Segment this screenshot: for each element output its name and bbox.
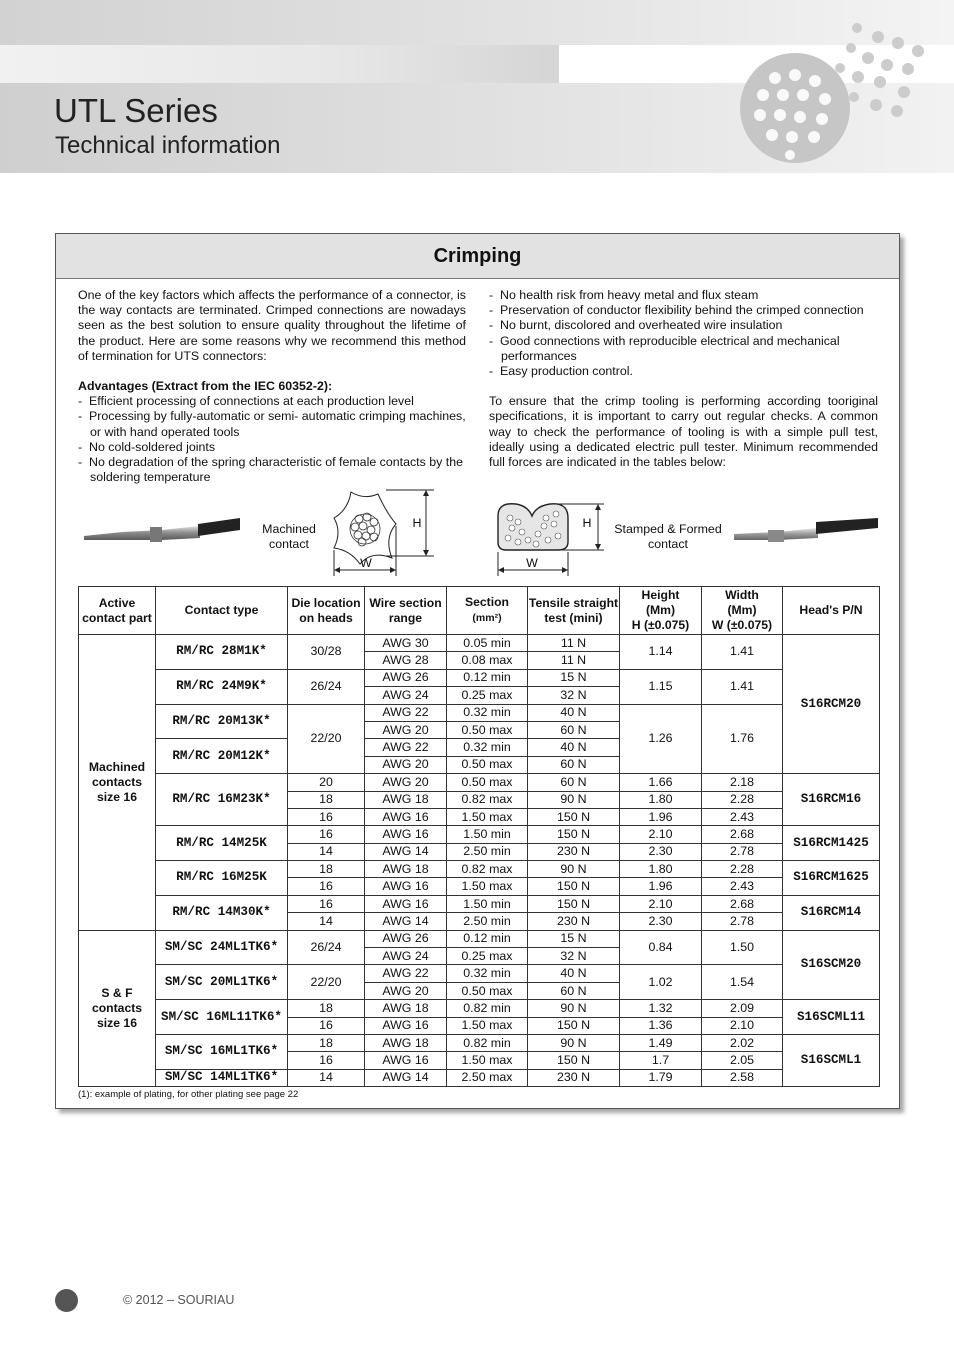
tensile-value: 40 N (528, 704, 620, 721)
wire-range: AWG 14 (365, 1069, 447, 1086)
height-value: 0.84 (620, 930, 702, 965)
section-value: 2.50 max (447, 1069, 528, 1086)
wire-range: AWG 16 (365, 826, 447, 843)
stamped-contact-photo (728, 512, 880, 552)
wire-range: AWG 30 (365, 635, 447, 652)
wire-range: AWG 24 (365, 948, 447, 965)
height-value: 2.30 (620, 843, 702, 860)
machined-height-dim-label: H (412, 516, 422, 530)
col-header-wire: Wire section range (365, 587, 447, 635)
die-location: 18 (288, 861, 365, 878)
die-location: 14 (288, 843, 365, 860)
group-sf: S & F contacts size 16 (79, 930, 156, 1087)
die-location: 18 (288, 1000, 365, 1017)
crimp-specifications-table (78, 586, 880, 1087)
col-header-active: Active contact part (79, 587, 156, 635)
table-row (79, 930, 880, 947)
header-band-strip (0, 45, 559, 83)
width-value: 2.28 (702, 861, 783, 878)
page-number-dot (55, 1289, 78, 1312)
right-column (489, 288, 878, 470)
section-value: 0.82 min (447, 1000, 528, 1017)
tensile-value: 90 N (528, 1000, 620, 1017)
head-pn: S16RCM20 (783, 635, 880, 774)
width-value: 2.05 (702, 1052, 783, 1069)
tensile-value: 90 N (528, 791, 620, 808)
wire-range: AWG 16 (365, 878, 447, 895)
wire-range: AWG 26 (365, 669, 447, 686)
tensile-value: 15 N (528, 669, 620, 686)
height-value: 1.96 (620, 878, 702, 895)
group-machined: Machined contacts size 16 (79, 635, 156, 931)
stamped-contact-label: Stamped & Formed contact (614, 522, 722, 551)
height-value: 2.30 (620, 913, 702, 930)
table-header-row (79, 587, 880, 635)
die-location: 16 (288, 895, 365, 912)
series-title: UTL Series (54, 92, 218, 129)
wire-range: AWG 16 (365, 1017, 447, 1034)
wire-range: AWG 20 (365, 721, 447, 738)
tensile-value: 150 N (528, 895, 620, 912)
wire-range: AWG 16 (365, 1052, 447, 1069)
width-value: 2.78 (702, 913, 783, 930)
wire-range: AWG 22 (365, 704, 447, 721)
contact-type: RM/RC 16M25K (156, 861, 288, 896)
table-row (79, 1069, 880, 1086)
section-value: 1.50 max (447, 1017, 528, 1034)
die-location: 26/24 (288, 669, 365, 704)
tensile-value: 150 N (528, 808, 620, 825)
stamped-height-dim-label: H (582, 516, 592, 530)
section-value: 0.50 max (447, 756, 528, 773)
tensile-value: 150 N (528, 1052, 620, 1069)
tensile-value: 150 N (528, 826, 620, 843)
col-header-type: Contact type (156, 587, 288, 635)
section-value: 1.50 min (447, 826, 528, 843)
contact-type: SM/SC 16ML11TK6* (156, 1000, 288, 1035)
col-header-width: Width (Mm) W (±0.075) (702, 587, 783, 635)
width-value: 2.28 (702, 791, 783, 808)
section-value: 0.82 min (447, 1034, 528, 1051)
head-pn: S16RCM1625 (783, 861, 880, 896)
width-value: 2.43 (702, 878, 783, 895)
contact-type: RM/RC 20M13K* (156, 704, 288, 739)
height-value: 1.15 (620, 669, 702, 704)
wire-range: AWG 20 (365, 774, 447, 791)
die-location: 18 (288, 1034, 365, 1051)
tooling-paragraph: To ensure that the crimp tooling is performing according tooriginal specifications, it is important to carry out regular checks. A common way to check the performance of tooling is with a simple pull test, ideally using a dedicated electric pull tester. Minimum recommended full forces are indicated in the tables below: (489, 394, 878, 470)
height-value: 1.14 (620, 635, 702, 670)
table-row (79, 965, 880, 982)
die-location: 30/28 (288, 635, 365, 670)
contact-type: RM/RC 28M1K* (156, 635, 288, 670)
contact-type: SM/SC 24ML1TK6* (156, 930, 288, 965)
wire-range: AWG 14 (365, 843, 447, 860)
contact-type: RM/RC 16M23K* (156, 774, 288, 826)
contact-type: RM/RC 14M25K (156, 826, 288, 861)
wire-range: AWG 18 (365, 1034, 447, 1051)
height-value: 1.7 (620, 1052, 702, 1069)
section-value: 1.50 min (447, 895, 528, 912)
contact-type: SM/SC 14ML1TK6* (156, 1069, 288, 1086)
table-row (79, 635, 880, 652)
height-value: 1.96 (620, 808, 702, 825)
height-value: 1.02 (620, 965, 702, 1000)
head-pn: S16RCM14 (783, 895, 880, 930)
wire-range: AWG 22 (365, 965, 447, 982)
machined-crimp-diagram (326, 486, 441, 576)
tensile-value: 60 N (528, 756, 620, 773)
tensile-value: 15 N (528, 930, 620, 947)
height-value: 1.26 (620, 704, 702, 774)
wire-range: AWG 22 (365, 739, 447, 756)
stamped-crimp-diagram (488, 496, 608, 576)
width-value: 1.76 (702, 704, 783, 774)
height-value: 1.36 (620, 1017, 702, 1034)
table-row (79, 1000, 880, 1017)
benefit-item: - No burnt, discolored and overheated wire insulation (489, 318, 783, 333)
contact-type: RM/RC 20M12K* (156, 739, 288, 774)
contact-type: SM/SC 20ML1TK6* (156, 965, 288, 1000)
height-value: 2.10 (620, 826, 702, 843)
wire-range: AWG 18 (365, 791, 447, 808)
tensile-value: 230 N (528, 1069, 620, 1086)
col-header-heads: Head's P/N (783, 587, 880, 635)
wire-range: AWG 20 (365, 756, 447, 773)
tensile-value: 60 N (528, 721, 620, 738)
section-value: 1.50 max (447, 808, 528, 825)
width-value: 2.02 (702, 1034, 783, 1051)
copyright-text: © 2012 – SOURIAU (123, 1293, 235, 1307)
section-value: 0.12 min (447, 669, 528, 686)
col-header-section: Section (mm²) (447, 587, 528, 635)
width-value: 1.50 (702, 930, 783, 965)
table-row (79, 774, 880, 791)
advantages-title: Advantages (Extract from the IEC 60352-2): (78, 379, 333, 394)
die-location: 14 (288, 1069, 365, 1086)
tensile-value: 40 N (528, 739, 620, 756)
benefit-item: - Easy production control. (489, 364, 633, 379)
die-location: 16 (288, 1017, 365, 1034)
die-location: 26/24 (288, 930, 365, 965)
tensile-value: 90 N (528, 1034, 620, 1051)
section-value: 0.82 max (447, 861, 528, 878)
head-pn: S16SCML1 (783, 1034, 880, 1086)
contact-type: SM/SC 16ML1TK6* (156, 1034, 288, 1069)
width-value: 2.68 (702, 895, 783, 912)
width-value: 2.43 (702, 808, 783, 825)
die-location: 14 (288, 913, 365, 930)
advantage-item: - Efficient processing of connections at each production level (78, 394, 414, 409)
contact-type: RM/RC 24M9K* (156, 669, 288, 704)
tensile-value: 230 N (528, 843, 620, 860)
die-location: 18 (288, 791, 365, 808)
width-value: 2.68 (702, 826, 783, 843)
section-value: 0.32 min (447, 739, 528, 756)
tensile-value: 32 N (528, 948, 620, 965)
table-row (79, 826, 880, 843)
section-value: 0.25 max (447, 687, 528, 704)
crimping-panel (55, 233, 900, 1109)
die-location: 22/20 (288, 704, 365, 774)
table-footnote: (1): example of plating, for other plating see page 22 (78, 1089, 299, 1100)
section-value: 1.50 max (447, 878, 528, 895)
advantage-item: - Processing by fully-automatic or semi- automatic crimping machines, or with hand operated tools (78, 409, 466, 439)
section-value: 0.50 max (447, 774, 528, 791)
tensile-value: 40 N (528, 965, 620, 982)
intro-paragraph: One of the key factors which affects the performance of a connector, is the way contacts are terminated. Crimped connections are nowadays seen as the best solution to ensure quality throughout the lifetime of the product. Here are some reasons why we recommend this method of termination for UTS connectors: (78, 288, 466, 363)
wire-range: AWG 16 (365, 895, 447, 912)
die-location: 20 (288, 774, 365, 791)
machined-contact-label: Machined contact (262, 522, 316, 551)
benefit-item: - Good connections with reproducible electrical and mechanical performances (489, 333, 840, 363)
tensile-value: 32 N (528, 687, 620, 704)
section-value: 0.32 min (447, 704, 528, 721)
decorative-dots-logo (730, 15, 945, 175)
advantage-item: - No cold-soldered joints (78, 439, 216, 454)
wire-range: AWG 28 (365, 652, 447, 669)
wire-range: AWG 18 (365, 861, 447, 878)
machined-contact-photo (82, 512, 242, 552)
wire-range: AWG 18 (365, 1000, 447, 1017)
page-subtitle: Technical information (55, 132, 281, 159)
tensile-value: 60 N (528, 774, 620, 791)
section-title: Crimping (56, 234, 899, 279)
wire-range: AWG 14 (365, 913, 447, 930)
die-location: 16 (288, 826, 365, 843)
height-value: 1.79 (620, 1069, 702, 1086)
die-location: 16 (288, 808, 365, 825)
contact-type: RM/RC 14M30K* (156, 895, 288, 930)
col-header-tensile: Tensile straight test (mini) (528, 587, 620, 635)
col-header-height: Height (Mm) H (±0.075) (620, 587, 702, 635)
width-value: 2.78 (702, 843, 783, 860)
machined-width-dim-label: W (360, 556, 372, 570)
die-location: 16 (288, 1052, 365, 1069)
tensile-value: 150 N (528, 1017, 620, 1034)
width-value: 2.58 (702, 1069, 783, 1086)
section-value: 0.32 min (447, 965, 528, 982)
tensile-value: 230 N (528, 913, 620, 930)
wire-range: AWG 20 (365, 982, 447, 999)
section-value: 0.50 max (447, 982, 528, 999)
height-value: 1.66 (620, 774, 702, 791)
table-row (79, 895, 880, 912)
wire-range: AWG 24 (365, 687, 447, 704)
benefit-item: - No health risk from heavy metal and flux steam (489, 288, 759, 302)
table-row (79, 669, 880, 686)
col-header-die: Die location on heads (288, 587, 365, 635)
tensile-value: 11 N (528, 635, 620, 652)
tensile-value: 60 N (528, 982, 620, 999)
die-location: 22/20 (288, 965, 365, 1000)
head-pn: S16SCM20 (783, 930, 880, 1000)
tensile-value: 150 N (528, 878, 620, 895)
die-location: 16 (288, 878, 365, 895)
table-row (79, 1034, 880, 1051)
table-row (79, 704, 880, 721)
height-value: 1.32 (620, 1000, 702, 1017)
width-value: 2.18 (702, 774, 783, 791)
tensile-value: 90 N (528, 861, 620, 878)
width-value: 1.41 (702, 635, 783, 670)
section-value: 0.82 max (447, 791, 528, 808)
tensile-value: 11 N (528, 652, 620, 669)
section-value: 0.50 max (447, 721, 528, 738)
head-pn: S16RCM1425 (783, 826, 880, 861)
width-value: 2.10 (702, 1017, 783, 1034)
left-column (78, 288, 466, 485)
wire-range: AWG 26 (365, 930, 447, 947)
height-value: 1.80 (620, 861, 702, 878)
section-value: 0.08 max (447, 652, 528, 669)
stamped-width-dim-label: W (526, 556, 538, 570)
benefit-item: - Preservation of conductor flexibility behind the crimped connection (489, 303, 864, 318)
width-value: 1.41 (702, 669, 783, 704)
section-value: 0.05 min (447, 635, 528, 652)
section-value: 2.50 min (447, 913, 528, 930)
section-value: 2.50 min (447, 843, 528, 860)
height-value: 1.49 (620, 1034, 702, 1051)
width-value: 2.09 (702, 1000, 783, 1017)
section-value: 0.12 min (447, 930, 528, 947)
head-pn: S16RCM16 (783, 774, 880, 826)
height-value: 2.10 (620, 895, 702, 912)
wire-range: AWG 16 (365, 808, 447, 825)
head-pn: S16SCML11 (783, 1000, 880, 1035)
height-value: 1.80 (620, 791, 702, 808)
section-value: 0.25 max (447, 948, 528, 965)
width-value: 1.54 (702, 965, 783, 1000)
table-row (79, 861, 880, 878)
advantage-item: - No degradation of the spring characteristic of female contacts by the soldering temperature (78, 455, 464, 485)
section-value: 1.50 max (447, 1052, 528, 1069)
